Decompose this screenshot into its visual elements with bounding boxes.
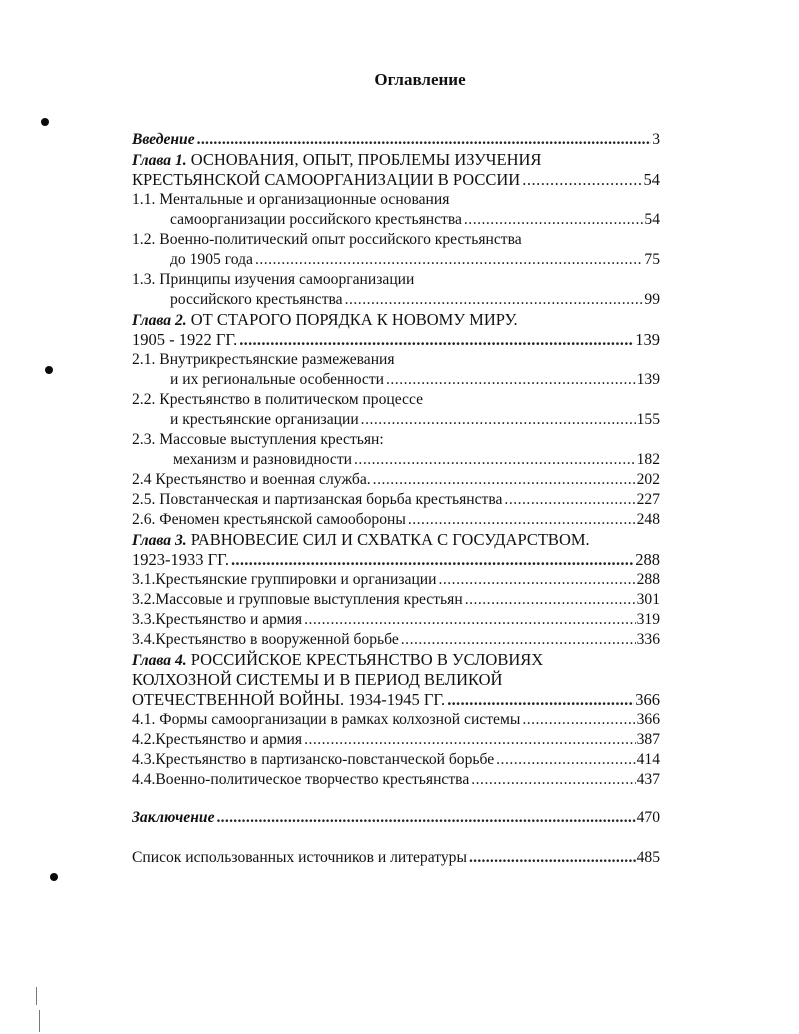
toc-section-2-2-cont[interactable] (132, 410, 660, 430)
dot-leader (255, 250, 643, 270)
toc-page-number: 3 (652, 131, 660, 148)
toc-page-number: 366 (635, 690, 660, 709)
toc-section-2-1-cont[interactable] (132, 370, 660, 390)
dot-leader (216, 808, 635, 828)
toc-section-4-1[interactable] (132, 710, 660, 730)
binder-hole-mark (50, 873, 58, 881)
section-title: 4.3.Крестьянство в партизанско-повстанческой борьбе (132, 751, 495, 768)
section-title: 1.1. Ментальные и организационные основания (132, 191, 450, 208)
dot-leader (496, 750, 635, 770)
dot-leader (354, 450, 636, 470)
dot-leader (386, 370, 636, 390)
section-title: и их региональные особенности (170, 371, 384, 388)
section-title: механизм и разновидности (173, 451, 353, 468)
dot-leader (401, 630, 636, 650)
toc-chapter-3-line2[interactable] (132, 550, 660, 570)
toc-section-1-3-cont[interactable] (132, 290, 660, 310)
chapter-title: КОЛХОЗНОЙ СИСТЕМЫ И В ПЕРИОД ВЕЛИКОЙ (132, 670, 503, 689)
toc-page-number: 155 (636, 411, 660, 428)
toc-section-3-4[interactable] (132, 630, 660, 650)
toc-section-2-1[interactable] (132, 350, 660, 370)
toc-page-number: 336 (636, 631, 660, 648)
toc-chapter-1-line1[interactable] (132, 150, 660, 170)
toc-entry-intro[interactable] (132, 130, 660, 150)
dot-leader (438, 570, 635, 590)
dot-leader (197, 130, 652, 150)
dot-leader (464, 210, 644, 230)
toc-chapter-4-line2[interactable] (132, 670, 660, 690)
toc-section-1-2-cont[interactable] (132, 250, 660, 270)
toc-section-2-6[interactable] (132, 510, 660, 530)
toc-page-number: 414 (636, 751, 660, 768)
dot-leader (522, 170, 642, 190)
toc-page-number: 139 (635, 330, 660, 349)
chapter-label: Глава 3. (132, 532, 187, 549)
chapter-label: Глава 4. (132, 652, 187, 669)
chapter-title: ОТЕЧЕСТВЕННОЙ ВОЙНЫ. 1934-1945 ГГ. (132, 690, 446, 709)
toc-page-number: 485 (636, 849, 660, 866)
toc-entry-sources[interactable] (132, 848, 660, 868)
section-title: 1.3. Принципы изучения самоорганизации (132, 271, 415, 288)
toc-page-number: 139 (636, 371, 660, 388)
chapter-title: РАВНОВЕСИЕ СИЛ И СХВАТКА С ГОСУДАРСТВОМ. (190, 530, 590, 549)
table-of-contents (132, 130, 660, 868)
chapter-label: Глава 1. (132, 152, 187, 169)
dot-leader (504, 490, 635, 510)
toc-section-4-2[interactable] (132, 730, 660, 750)
toc-section-4-3[interactable] (132, 750, 660, 770)
chapter-title: ОТ СТАРОГО ПОРЯДКА К НОВОМУ МИРУ. (190, 310, 518, 329)
dot-leader (304, 730, 636, 750)
dot-leader (471, 770, 635, 790)
toc-section-2-3[interactable] (132, 430, 660, 450)
chapter-title: РОССИЙСКОЕ КРЕСТЬЯНСТВО В УСЛОВИЯХ (190, 650, 544, 669)
section-title: 2.3. Массовые выступления крестьян: (132, 431, 384, 448)
toc-chapter-3-line1[interactable] (132, 530, 660, 550)
section-title: и крестьянские организации (170, 411, 359, 428)
dot-leader (345, 290, 644, 310)
toc-page-number: 54 (644, 211, 660, 228)
toc-chapter-4-line3[interactable] (132, 690, 660, 710)
section-title: 2.1. Внутрикрестьянские размежевания (132, 351, 395, 368)
toc-section-3-2[interactable] (132, 590, 660, 610)
toc-page-number: 182 (636, 451, 660, 468)
toc-entry-conclusion[interactable] (132, 808, 660, 828)
section-title: российского крестьянства (170, 291, 343, 308)
toc-section-1-1-cont[interactable] (132, 210, 660, 230)
toc-entry-label: Введение (132, 131, 195, 148)
toc-page-number: 54 (643, 170, 660, 189)
section-title: 3.3.Крестьянство и армия (132, 611, 303, 628)
toc-page-number: 248 (636, 511, 660, 528)
chapter-title: КРЕСТЬЯНСКОЙ САМООРГАНИЗАЦИИ В РОССИИ (132, 170, 521, 189)
toc-section-2-4[interactable] (132, 470, 660, 490)
chapter-title: 1923-1933 ГГ. (132, 550, 229, 569)
toc-page-number: 366 (636, 711, 660, 728)
dot-leader (304, 610, 636, 630)
toc-page-number: 75 (644, 251, 660, 268)
toc-section-2-5[interactable] (132, 490, 660, 510)
toc-page-number: 288 (636, 571, 660, 588)
chapter-title: ОСНОВАНИЯ, ОПЫТ, ПРОБЛЕМЫ ИЗУЧЕНИЯ (190, 150, 542, 169)
section-title: 4.2.Крестьянство и армия (132, 731, 303, 748)
toc-chapter-2-line1[interactable] (132, 310, 660, 330)
dot-leader (231, 550, 634, 570)
toc-section-3-3[interactable] (132, 610, 660, 630)
dot-leader (239, 330, 634, 350)
section-title: 2.5. Повстанческая и партизанская борьба крестьянства (132, 491, 503, 508)
section-title: 2.2. Крестьянство в политическом процессе (132, 391, 424, 408)
toc-section-2-3-cont[interactable] (132, 450, 660, 470)
toc-chapter-2-line2[interactable] (132, 330, 660, 350)
chapter-label: Глава 2. (132, 312, 187, 329)
scan-edge-mark (36, 987, 37, 1005)
section-title: 3.4.Крестьянство в вооруженной борьбе (132, 631, 399, 648)
toc-section-3-1[interactable] (132, 570, 660, 590)
toc-section-1-1[interactable] (132, 190, 660, 210)
toc-section-2-2[interactable] (132, 390, 660, 410)
dot-leader (447, 690, 634, 710)
toc-entry-label: Заключение (132, 809, 215, 826)
dot-leader (373, 470, 636, 490)
chapter-title: 1905 - 1922 ГГ. (132, 330, 238, 349)
toc-chapter-4-line1[interactable] (132, 650, 660, 670)
section-title: 4.4.Военно-политическое творчество крестьянства (132, 771, 470, 788)
toc-page-number: 99 (644, 291, 660, 308)
section-title: 3.1.Крестьянские группировки и организации (132, 571, 437, 588)
toc-page-number: 301 (636, 591, 660, 608)
section-title: 2.4 Крестьянство и военная служба. (132, 471, 371, 488)
dot-leader (408, 510, 636, 530)
toc-page-number: 202 (636, 471, 660, 488)
toc-page-number: 387 (636, 731, 660, 748)
section-title: 2.6. Феномен крестьянской самообороны (132, 511, 406, 528)
toc-page-number: 227 (636, 491, 660, 508)
toc-entry-label: Список использованных источников и литературы (132, 849, 467, 866)
toc-section-1-2[interactable] (132, 230, 660, 250)
section-title: до 1905 года (170, 251, 253, 268)
toc-page-number: 288 (635, 550, 660, 569)
dot-leader (469, 848, 636, 868)
toc-page-number: 437 (636, 771, 660, 788)
page-title: Оглавление (374, 70, 466, 89)
toc-section-4-4[interactable] (132, 770, 660, 790)
section-title: 3.2.Массовые и групповые выступления крестьян (132, 591, 463, 608)
toc-page-number: 319 (636, 611, 660, 628)
dot-leader (522, 710, 635, 730)
binder-hole-mark (45, 366, 53, 374)
dot-leader (361, 410, 636, 430)
section-title: 1.2. Военно-политический опыт российского крестьянства (132, 231, 522, 248)
scan-edge-mark (39, 1010, 40, 1032)
toc-chapter-1-line2[interactable] (132, 170, 660, 190)
binder-hole-mark (41, 118, 49, 126)
toc-page-number: 470 (636, 809, 660, 826)
section-title: самоорганизации российского крестьянства (170, 211, 462, 228)
dot-leader (465, 590, 636, 610)
toc-section-1-3[interactable] (132, 270, 660, 290)
section-title: 4.1. Формы самоорганизации в рамках колхозной системы (132, 711, 521, 728)
